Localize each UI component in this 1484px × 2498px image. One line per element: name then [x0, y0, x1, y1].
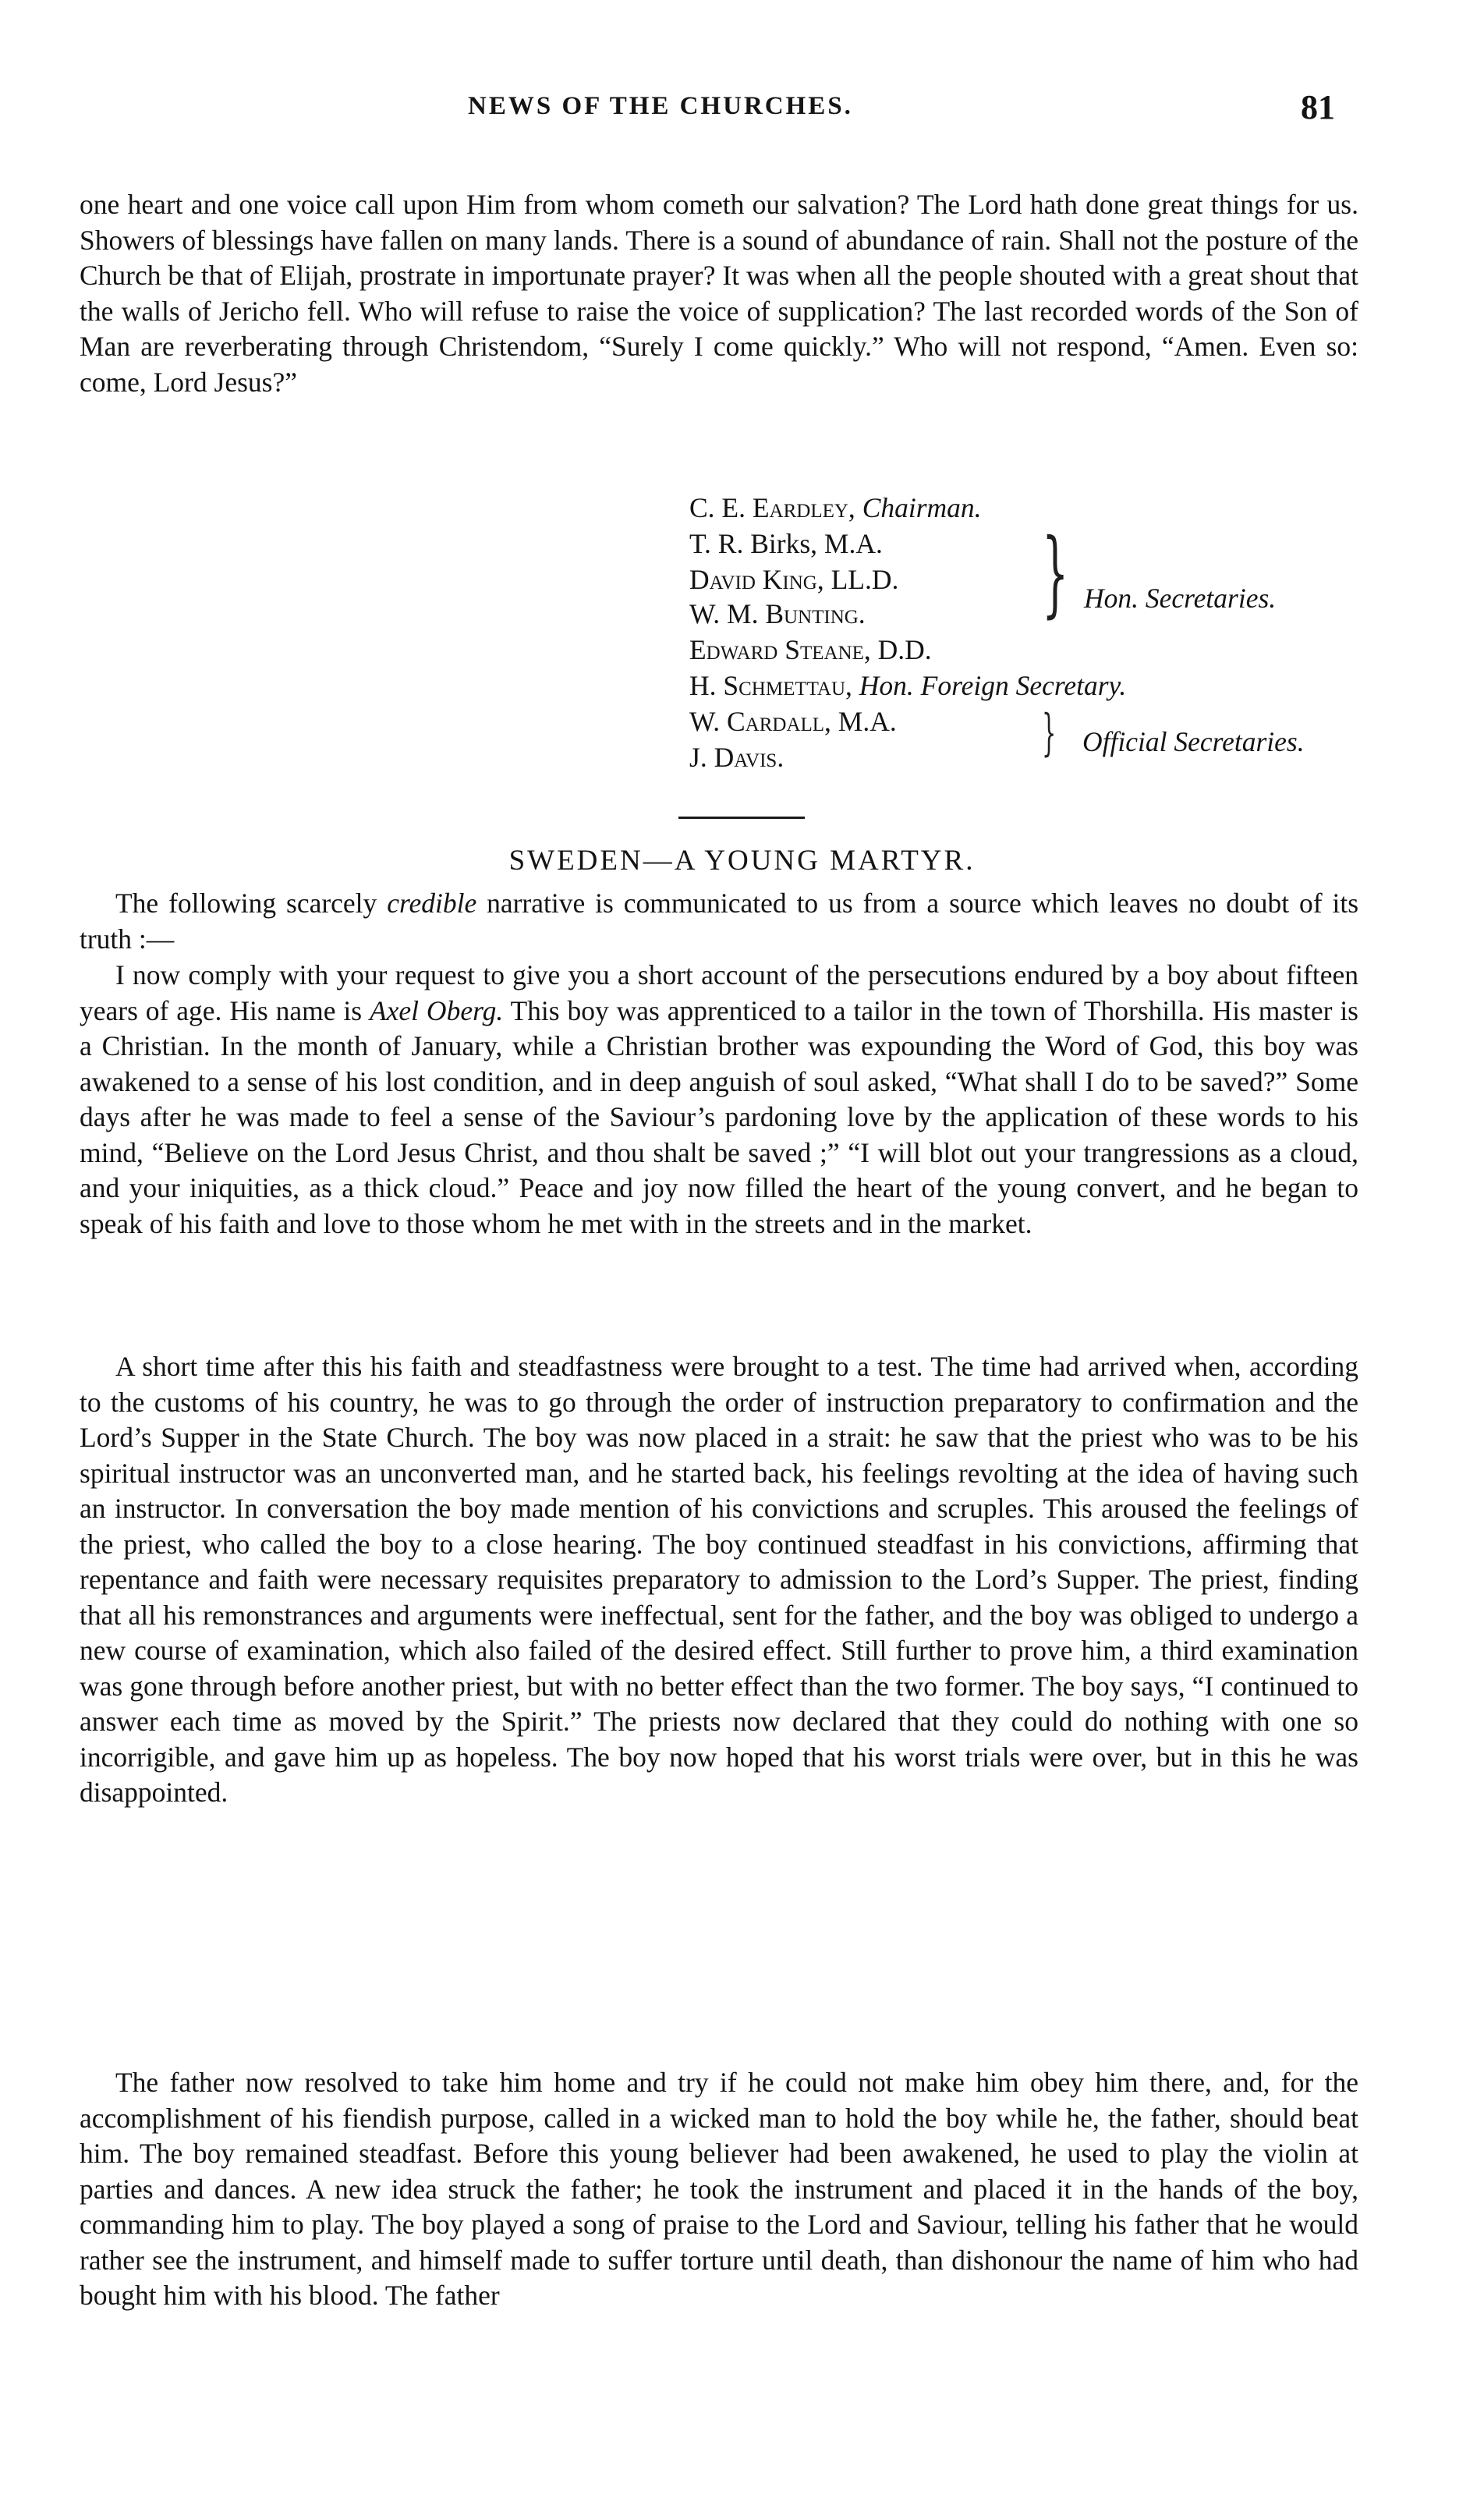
signatory-title: Hon. Foreign Secretary.	[859, 670, 1127, 701]
running-head: NEWS OF THE CHURCHES.	[468, 92, 853, 120]
signatory-name: W. M. Bunting.	[689, 598, 866, 629]
signatory-chairman	[689, 491, 982, 524]
hon-secretaries-title: Hon. Secretaries.	[1084, 583, 1277, 614]
signatory-name: J. Davis.	[689, 742, 785, 773]
signatory-foreign-secretary	[689, 669, 1126, 702]
narrative-paragraph: The father now resolved to take him home and try if he could not make him obey him there, and, for the accomplishment of his fiendish purpose, called in a wicked man to hold the boy while he, the father, should beat him. The boy remained steadfast. Before this young believer had been awakened, he used to play the violin at parties and dances. A new idea struck the father; he took the instrument and placed it in the hands of the boy, commanding him to play. The boy played a song of praise to the Lord and Saviour, telling his father that he would rather see the instrument, and himself made to suffer torture until death, than dishonour the name of him who had bought him with his blood. The father	[80, 2067, 1358, 2311]
narrative-paragraph: A short time after this his faith and steadfastness were brought to a test. The time had arrived when, according to the customs of his country, he was to go through the order of instruction preparatory to confirmation and the Lord’s Supper in the State Church. The boy was now placed in a strait: he saw that the priest who was to be his spiritual instructor was an unconverted man, and he started back, his feelings revolting at the idea of having such an instructor. In conversation the boy made mention of his convictions and scruples. This aroused the feelings of the priest, who called the boy to a close hearing. The boy continued steadfast in his convictions, affirming that repentance and faith were necessary requisites preparatory to admission to the Lord’s Supper. The priest, finding that all his remonstrances and arguments were ineffectual, sent for the father, and the boy was obliged to undergo a new course of examination, which also failed of the desired effect. Still further to prove him, a third examination was gone through before another priest, but with no better effect than the two former. The boy says, “I continued to answer each time as moved by the Spirit.” The priests now declared that they could do nothing with one so incorrigible, and gave him up as hopeless. The boy now hoped that his worst trials were over, but in this he was disappointed.	[80, 1351, 1358, 1808]
official-secretaries-title: Official Secretaries.	[1082, 726, 1305, 757]
narrative-paragraph: I now comply with your request to give you a short account of the persecutions endured by a boy about fifteen years of age. His name is Axel Oberg. This boy was apprenticed to a tailor in the town of Thorshilla. His master is a Christian. In the month of January, while a Christian brother was expounding the Word of God, this boy was awakened to a sense of his lost condition, and in deep anguish of soul asked, “What shall I do to be saved?” Some days after he was made to feel a sense of the Saviour’s pardoning love by the application of these words to his mind, “Believe on the Lord Jesus Christ, and thou shalt be saved ;” “I will blot out your trangressions as a cloud, and your iniquities, as a thick cloud.” Peace and joy now filled the heart of the young convert, and he began to speak of his faith and love to those whom he met with in the streets and in the market.	[80, 959, 1358, 1239]
signatory-name: C. E. Eardley,	[689, 492, 855, 523]
signatory-title: Chairman.	[862, 492, 982, 523]
signatory-name: H. Schmettau,	[689, 670, 852, 701]
section-divider	[678, 817, 805, 819]
section-intro-paragraph: The following scarcely credible narrative is communicated to us from a source which leaves no doubt of its truth :—	[80, 888, 1359, 955]
brace-glyph: }	[1042, 704, 1057, 762]
signatory-name: David King, LL.D.	[689, 564, 899, 595]
brace-glyph: }	[1042, 519, 1069, 628]
signatory-name: W. Cardall, M.A.	[689, 706, 897, 737]
page-number: 81	[1301, 88, 1335, 126]
section-heading: SWEDEN—A YOUNG MARTYR.	[508, 845, 976, 877]
signatory-name: T. R. Birks, M.A.	[689, 528, 883, 559]
signatory-name: Edward Steane, D.D.	[689, 634, 932, 665]
opening-paragraph: one heart and one voice call upon Him from whom cometh our salvation? The Lord hath done great things for us. Showers of blessings have fallen on many lands. There is a sound of abundance of rain. Shall not the posture of the Church be that of Elijah, prostrate in importunate prayer? It was when all the people shouted with a great shout that the walls of Jericho fell. Who will refuse to raise the voice of supplication? The last recorded words of the Son of Man are reverberating through Christendom, “Surely I come quickly.” Who will not respond, “Amen. Even so: come, Lord Jesus?”	[80, 189, 1358, 398]
